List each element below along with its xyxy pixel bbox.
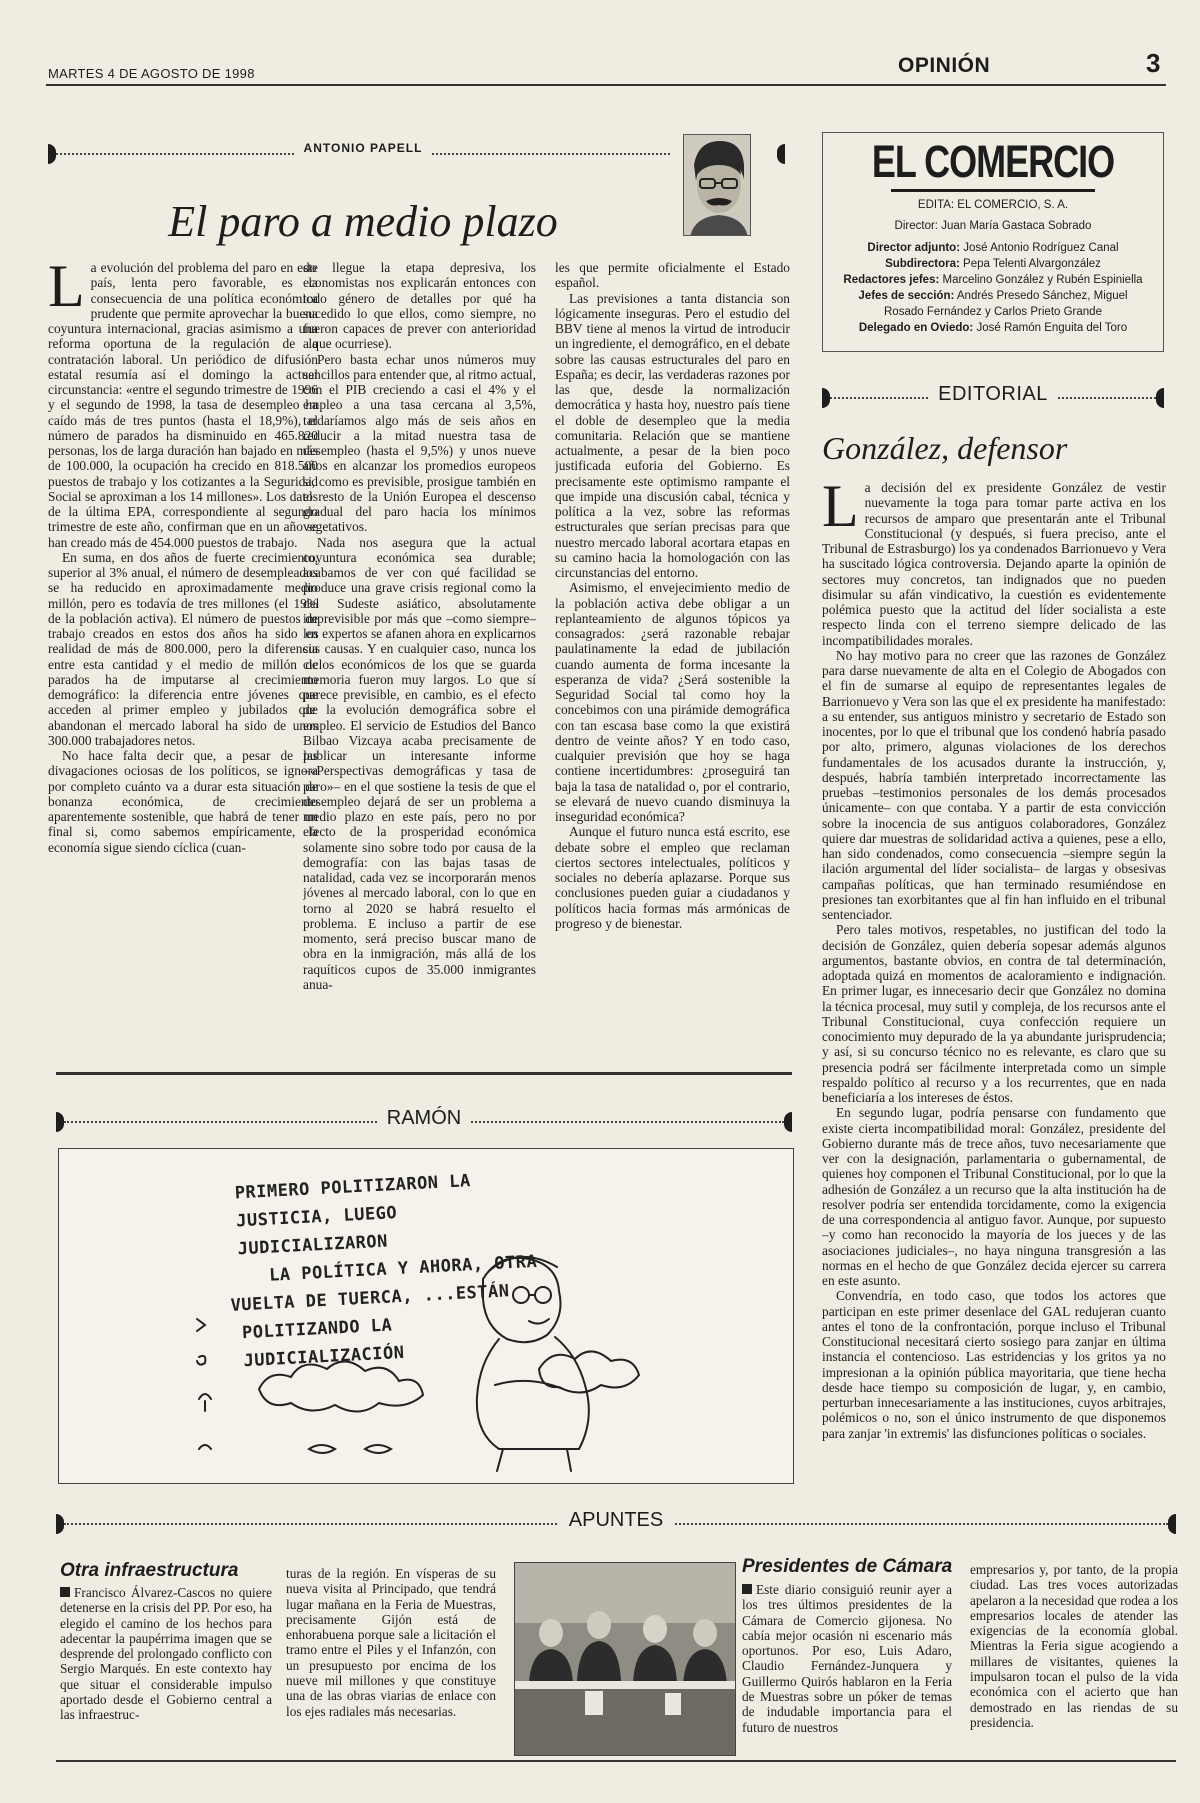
editorial-headline: González, defensor bbox=[822, 430, 1068, 466]
note-2-column-2: empresarios y, por tanto, de la propia ciudad. Las tres voces autorizadas apelaron a la necesidad que rodea a los empresarios locales de atender las exigencias de la economía global. Mientras la Feria sigue acogiendo a millares de visitantes, quienes la impulsaron tocan el pulso de la vida económica con el acierto que han demostrado en las riendas de su presidencia. bbox=[970, 1562, 1178, 1730]
editorial-paragraph: a decisión del ex presidente González de vestir nuevamente la toga para tomar parte activa en los recursos de amparo que presentarán ante el Tribunal Constitucional (y después, si fuera preciso, ante el Tribunal de Estrasburgo) los ya condenados Barrionuevo y Vera ha suscitado lógica controversia. Dejando aparte la opinión de sectores muy concretos, tan indignados que no pueden disimular su afán vindicativo, la cuestión es evidentemente polémica puesto que la actitud del líder socialista a este respecto linda con el terreno siempre delicado de las incompatibilidades morales. bbox=[822, 480, 1166, 648]
editorial-paragraph: Pero tales motivos, respetables, no justifican del todo la decisión de González, quien debería sopesar además algunos argumentos, bastante obvios, en contra de tal determinación, adoptada quizá en momentos de acaloramiento e indignación. En primer lugar, es innecesario decir que González no domina la técnica procesal, muy sutil y compleja, de los recursos ante el Tribunal Constitucional, cuya confección requiere un conocimiento muy depurado de la ya abundante jurisprudencia; y así, si su concurso técnico no es relevante, es claro que su presencia podrá ser fácilmente interpretada como un simple respaldo político al recurso y a los recurrentes, que en nada beneficiaría a los intereses de éstos. bbox=[822, 922, 1166, 1105]
article-paragraph: Las previsiones a tanta distancia son lógicamente inseguras. Pero el estudio del BBV tiene al menos la virtud de introducir un ingrediente, el demográfico, en el debate sobre las causas estructurales del paro en España; es decir, las verdaderas razones por las que, desde la normalización democrática y hasta hoy, nuestro país tiene el doble de desempleo que la media comunitaria. Relación que se mantiene actualmente, a pesar de la bien poco justificada euforia del Gobierno. Es precisamente este optimismo rampante el que impide una discusión cabal, técnica y política a la vez, sobre las reformas estructurales que serían precisas para que nuestro mercado laboral acortara etapas en su camino hacia la homologación con las circunstancias del entorno. bbox=[555, 290, 790, 580]
article-paragraph: Asimismo, el envejecimiento medio de la población activa debe obligar a un replanteamiento de algunos tópicos ya consagrados: ¿será razonable rebajar paulatinamente la edad de jubilación cuando aumenta de forma incesante la esperanza de vida? ¿Será sostenible la Seguridad Social tal como hoy la concebimos con una pirámide demográfica con tan escasa base como la que existirá dentro de veinte años? Y en todo caso, cualquier previsión que hoy se haga contiene incertidumbres: ¿proseguirá tan baja la tasa de natalidad o, por el contrario, se elevará de nuevo cuando disminuya la inseguridad económica? bbox=[555, 580, 790, 824]
article-paragraph: En suma, en dos años de fuerte crecimiento, superior al 3% anual, el número de desempleados se ha reducido en aproximadamente medio millón, pero es todavía de tres millones (el 19% de la población activa). El número de puestos de trabajo creados en estos dos años ha sido en realidad de más de 800.000, pero la diferencia entre esta cantidad y el medio de millón de parados ha de imputarse al crecimiento demográfico: la diferencia entre jóvenes que acceden al primer empleo y jubilados que abandonan el mercado laboral ha sido de unos 300.000 trabajadores netos. bbox=[48, 549, 318, 748]
cartoon-label: RAMÓN bbox=[377, 1107, 471, 1129]
presidents-photo bbox=[514, 1562, 736, 1756]
masthead-rule bbox=[891, 189, 1095, 192]
bullet-square-icon bbox=[742, 1584, 752, 1594]
drop-cap: L bbox=[48, 260, 85, 319]
staff-director: Director: Juan María Gastaca Sobrado bbox=[894, 220, 1092, 232]
author-bar-end bbox=[755, 140, 785, 168]
staff-subdirectora: Subdirectora: Pepa Telenti Alvargonzález bbox=[885, 258, 1101, 270]
staff-jefes: Jefes de sección: Andrés Presedo Sánchez, Miguel bbox=[858, 290, 1128, 302]
article-column-1 bbox=[48, 260, 318, 1060]
staff-adjunto: Director adjunto: José Antonio Rodríguez Canal bbox=[867, 242, 1119, 254]
footer-rule bbox=[56, 1760, 1176, 1762]
editorial-column bbox=[822, 480, 1166, 1472]
article-column-3 bbox=[555, 260, 790, 1060]
editorial-paragraph: En segundo lugar, podría pensarse con fundamento que existe cierta incompatibilidad moral: González, presidente del Gobierno durante más de trece años, tuvo necesariamente que ver con la designación, parlamentaria o gubernamental, de quienes hoy componen el Tribunal Constitucional, por lo que la adhesión de González a un recurso que la alta institución ha de resolver podría ser entendida torcidamente, como la exigencia de una correspondencia al antiguo favor. Aunque, por supuesto –y como han reconocido la mayoría de los jueces y de las asociaciones judiciales–, no haya ninguna transgresión a las normas en el hecho de que González decida ejercer su carrera en este asunto. bbox=[822, 1105, 1166, 1288]
staff-jefes-cont: Rosado Fernández y Carlos Prieto Grande bbox=[884, 306, 1102, 318]
article-paragraph: les que permite oficialmente el Estado español. bbox=[555, 260, 790, 291]
editorial-bar bbox=[822, 384, 1164, 412]
article-bottom-rule bbox=[56, 1072, 792, 1075]
notes-bar bbox=[56, 1510, 1176, 1538]
publisher-line: EDITA: EL COMERCIO, S. A. bbox=[917, 199, 1069, 211]
page-number: 3 bbox=[1146, 48, 1161, 78]
notes-label: APUNTES bbox=[559, 1509, 673, 1531]
staff-redactores: Redactores jefes: Marcelino González y Rubén Espiniella bbox=[843, 274, 1143, 286]
article-headline: El paro a medio plazo bbox=[168, 197, 558, 246]
bullet-square-icon bbox=[60, 1587, 70, 1597]
note-1-column-2: turas de la región. En vísperas de su nueva visita al Principado, que tendrá lugar mañana en la Feria de Muestras, precisamente Gijón está de enhorabuena porque sale a licitación el tramo entre el Piles y el Infanzón, con un presupuesto por encima de los nueve mil millones y que constituye una de las obras viarias de enlace con los ejes radiales más necesarias. bbox=[286, 1566, 496, 1719]
masthead-title: EL COMERCIO bbox=[871, 135, 1115, 187]
note-1-title: Otra infraestructura bbox=[60, 1560, 239, 1581]
article-paragraph: Nada nos asegura que la actual coyuntura económica sea durable; acabamos de ver con qué facilidad se produce una grave crisis regional como la del Sudeste asiático, absolutamente imprevisible por más que –como siempre– los expertos se afanen ahora en explicarnos sus causas. Y en cualquier caso, nunca los ciclos económicos de los que se guarda memoria fueron muy largos. Lo que sí parece previsible, en cambio, es el efecto de la evolución demográfica sobre el empleo. El servicio de Estudios del Banco Bilbao Vizcaya acaba precisamente de publicar un interesante informe –«Perspectivas demográficas y tasa de paro»– en el que sostiene la tesis de que el desempleo dejará de ser un problema a medio plazo en este país, pero no por efecto de la prosperidad económica solamente sino sobre todo por causa de la demografía: con las bajas tasas de natalidad, cada vez se incorporarán menos jóvenes al mercado laboral, con lo que en torno al 2020 se habrá resuelto el problema. E incluso a partir de ese momento, será preciso buscar mano de obra en la inmigración, más allá de los raquíticos cupos de 35.000 inmigrantes anua- bbox=[303, 534, 536, 992]
note-2-column-1: Este diario consiguió reunir ayer a los tres últimos presidentes de la Cámara de Comercio gijonesa. No cabía mejor ocasión ni escenario más oportunos. Por eso, Luis Adaro, Claudio Fernández-Junquera y Guillermo Quirós hablaron en la Feria de Muestras sobre un póker de temas de indudable importancia para el futuro de nuestros bbox=[742, 1582, 952, 1735]
note-2-title: Presidentes de Cámara bbox=[742, 1556, 953, 1577]
section-title: OPINIÓN bbox=[898, 54, 991, 77]
editorial-paragraph: Convendría, en todo caso, que todos los actores que participan en este primer desenlace del GAL redujeran cuanto antes el tono de la confrontación, porque incluso el Tribunal Constitucional necesitará cierto sosiego para zanjar en última instancia el contencioso. Las estridencias y los gritos ya no impresionan a la opinión pública mayoritaria, que tiene hecha desde hace tiempo su composición de lugar, y, en cambio, perturban innecesariamente a las instituciones, cuyos arbitrajes, polémicos o no, son el único instrumento de que disponemos para zanjar 'in extremis' las disfunciones políticas o sociales. bbox=[822, 1288, 1166, 1441]
staff-delegado: Delegado en Oviedo: José Ramón Enguita del Toro bbox=[858, 322, 1128, 334]
meeting-photo-image bbox=[515, 1563, 736, 1756]
cartoon-panel bbox=[58, 1148, 794, 1484]
article-paragraph: a evolución del problema del paro en este país, lenta pero favorable, es la consecuencia de una política económica prudente que permite aprovechar la buena coyuntura internacional, gracias asimismo a una reforma oportuna de la regulación de la contratación laboral. Un periódico de difusión estatal resumía así el domingo la actual circunstancia: «entre el segundo trimestre de 1996 y el segundo de 1998, la tasa de desempleo ha caído más de tres puntos (hasta el 18,9%), el número de parados ha disminuido en 465.820 personas, los de larga duración han bajado en más de 100.000, la ocupación ha crecido en 818.500 puestos de trabajo y los cotizantes a la Seguridad Social se aproximan a los 14 millones». Los datos de la última EPA, correspondiente al segundo trimestre de este año, confirman que en un año se han creado más de 454.000 puestos de trabajo. bbox=[48, 260, 318, 550]
drop-cap: L bbox=[822, 480, 859, 539]
cartoon-drawing bbox=[59, 1149, 795, 1485]
cartoon-caption: PRIMERO POLITIZARON LA JUSTICIA, LUEGO JUDICIALIZARON LA POLÍTICA Y AHORA, OTRA VUELTA DE TUERCA, ...ESTÁN POLITIZANDO LA JUDICIALIZACIÓN bbox=[230, 1171, 538, 1372]
editorial-label: EDITORIAL bbox=[928, 383, 1058, 405]
article-paragraph: Pero basta echar unos números muy sencillos para entender que, al ritmo actual, con el PIB creciendo a casi el 4% y el empleo a una tasa cercana al 3,5%, tardaríamos algo más de seis años en reducir a la mitad nuestra tasa de desempleo (hasta el 9,5%) y unos nueve años en alcanzar los promedios europeos si, como es previsible, prosigue también en el resto de la Unión Europea el descenso gradual del paro hacia los mínimos vegetativos. bbox=[303, 351, 536, 535]
article-paragraph: No hace falta decir que, a pesar de las divagaciones ociosas de los políticos, se ignora por completo cuánto va a durar esta situación de bonanza económica, de crecimiento aparentemente sostenible, que habrá de tener un final si, como sabemos empíricamente, la economía sigue siendo cíclica (cuan- bbox=[48, 748, 318, 855]
author-portrait-image bbox=[684, 135, 751, 236]
article-column-2 bbox=[303, 260, 536, 1060]
article-paragraph: do llegue la etapa depresiva, los economistas nos explicarán entonces con todo género de detalles por qué ha sucedido lo que ellos, como siempre, no fueron capaces de prever con anterioridad a que ocurriese). bbox=[303, 260, 536, 352]
issue-date: MARTES 4 DE AGOSTO DE 1998 bbox=[48, 66, 255, 81]
masthead-box bbox=[822, 132, 1164, 352]
header-rule bbox=[46, 84, 1166, 86]
editorial-paragraph: No hay motivo para no creer que las razones de González para darse nuevamente de alta en el Colegio de Abogados con el fin de sumarse al equipo de representantes legales de Barrionuevo y Vera son las que el ex presidente ha manifestado: a su entender, sus antiguos ministro y secretario de Estado son inocentes, por lo que el tribunal que los condenó habría pasado por alto, primero, algunas violaciones de los derechos fundamentales de los acusados durante la instrucción, y, después, habría también interpretado incorrectamente las pruebas –testimonios personales de los demás procesados únicamente– con que contaba. Y a partir de esta convicción sobre la inocencia de sus antiguos colaboradores, González quiere dar muestras de solidaridad activa a quienes, pese a ello, han sido condenados, como consecuencia –siempre según la ilación argumental del líder socialista– de largas y obsesivas campañas políticas, que han terminado resumiéndose en presiones tan exorbitantes que al fin han influido en el tribunal sentenciador. bbox=[822, 647, 1166, 922]
author-photo bbox=[683, 134, 751, 236]
cartoon-bar bbox=[56, 1108, 792, 1136]
note-1-column-1: Francisco Álvarez-Cascos no quiere detenerse en la crisis del PP. Por eso, ha elegido el camino de los hechos para adecentar la paupérrima imagen que se desprende del prolongado conflicto con Sergio Marqués. En este contexto hay que situar el considerable impulso aportado desde el Gobierno central a las infraestruc- bbox=[60, 1585, 272, 1723]
author-name: ANTONIO PAPELL bbox=[294, 141, 433, 155]
author-bar bbox=[48, 140, 678, 168]
article-paragraph: Aunque el futuro nunca está escrito, ese debate sobre el empleo que reclaman ciertos sectores intelectuales, políticos y sociales no debería aplazarse. Porque sus conclusiones pueden guiar a ciudadanos y políticos hacia formas más armónicas de progreso y de bienestar. bbox=[555, 824, 790, 931]
bar-cap-right bbox=[777, 144, 785, 164]
